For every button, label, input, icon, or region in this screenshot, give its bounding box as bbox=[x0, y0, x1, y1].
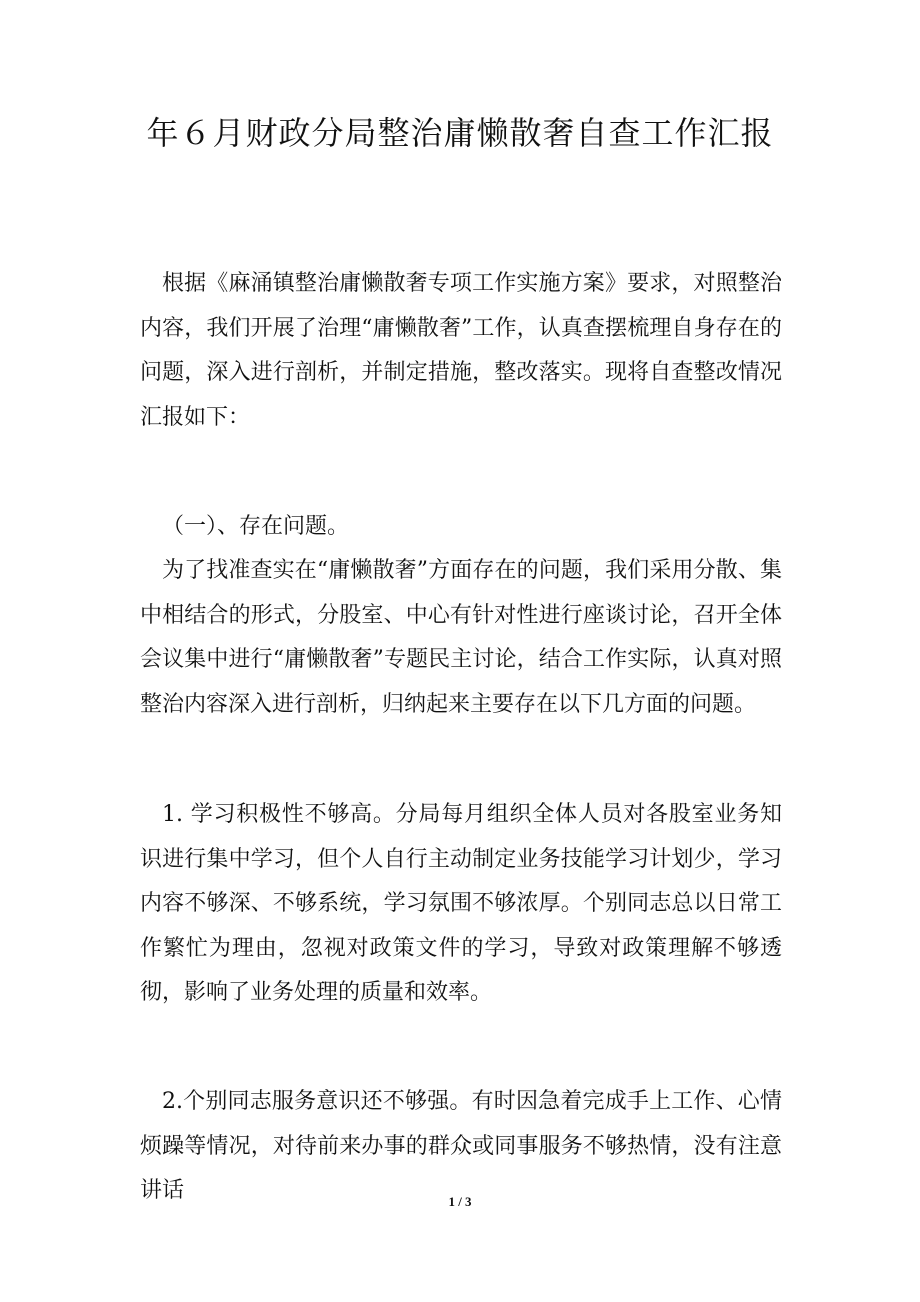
intro-paragraph: 根据《麻涌镇整治庸懒散奢专项工作实施方案》要求，对照整治内容，我们开展了治理“庸懒散奢”工作，认真查摆梳理自身存在的问题，深入进行剖析，并制定措施，整改落实。现将自查整改情况汇报如下： bbox=[140, 271, 782, 430]
problem-item-1: 1. 学习积极性不够高。分局每月组织全体人员对各股室业务知识进行集中学习，但个人自行主动制定业务技能学习计划少，学习内容不够深、不够系统，学习氛围不够浓厚。个别同志总以日常工作繁忙为理由，忽视对政策文件的学习，导致对政策理解不够透彻，影响了业务处理的质量和效率。 bbox=[140, 802, 782, 1005]
page-number: 1 / 3 bbox=[448, 1194, 472, 1209]
document-title: 年６月财政分局整治庸懒散奢自查工作汇报 bbox=[146, 114, 774, 152]
section-intro-paragraph: 为了找准查实在“庸懒散奢”方面存在的问题，我们采用分散、集中相结合的形式，分股室、中心有针对性进行座谈讨论，召开全体会议集中进行“庸懒散奢”专题民主讨论，结合工作实际，认真对照整治内容深入进行剖析，归纳起来主要存在以下几方面的问题。 bbox=[140, 558, 782, 717]
problem-item-2: 2.个别同志服务意识还不够强。有时因急着完成手上工作、心情烦躁等情况，对待前来办事的群众或同事服务不够热情，没有注意讲话 bbox=[140, 1089, 782, 1203]
section-heading: （一）、存在问题。 bbox=[162, 514, 350, 539]
